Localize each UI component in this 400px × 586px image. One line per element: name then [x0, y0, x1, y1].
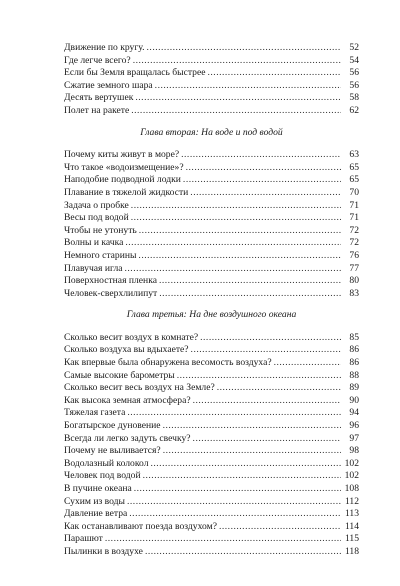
toc-entry[interactable] — [64, 433, 359, 446]
table-of-contents — [64, 42, 359, 559]
dot-leader — [131, 105, 341, 118]
toc-entry[interactable] — [64, 275, 359, 288]
dot-leader — [163, 420, 341, 433]
toc-entry-title: Наподобие подводной лодки — [64, 174, 181, 186]
toc-section-2 — [64, 149, 359, 300]
toc-entry-title: Движение по кругу. — [64, 42, 145, 53]
toc-entry-page: 58 — [349, 92, 359, 104]
toc-entry-page: 115 — [344, 533, 359, 545]
dot-leader — [219, 521, 341, 534]
dot-leader — [190, 187, 341, 200]
toc-entry-page: 88 — [349, 369, 359, 381]
toc-entry[interactable] — [64, 357, 359, 370]
toc-entry[interactable] — [64, 332, 359, 345]
toc-entry-page: 86 — [349, 357, 359, 369]
toc-entry-page: 113 — [344, 508, 359, 520]
dot-leader — [145, 546, 341, 559]
toc-entry-title: В пучине океана — [64, 483, 132, 494]
dot-leader — [135, 92, 341, 105]
toc-entry-page: 65 — [349, 161, 359, 173]
dot-leader — [217, 382, 341, 395]
toc-entry[interactable] — [64, 382, 359, 395]
toc-entry-page: 80 — [349, 275, 359, 287]
toc-entry-title: Сжатие земного шара — [64, 79, 153, 91]
toc-entry-page: 90 — [349, 394, 359, 406]
toc-entry-page: 56 — [349, 67, 359, 79]
dot-leader — [181, 149, 341, 162]
toc-entry[interactable] — [64, 55, 359, 68]
toc-entry-title: Богатырское дуновение — [64, 420, 161, 432]
toc-entry-title: Почему не выливается? — [64, 445, 161, 457]
toc-entry-title: Десять вертушек — [64, 92, 134, 104]
dot-leader — [131, 200, 341, 213]
toc-entry[interactable] — [64, 407, 359, 420]
toc-entry[interactable] — [64, 470, 359, 483]
toc-entry-page: 96 — [349, 420, 359, 432]
dot-leader — [131, 212, 341, 225]
toc-entry[interactable] — [64, 263, 359, 276]
toc-entry-title: Весы под водой — [64, 212, 129, 224]
toc-entry-page: 83 — [349, 287, 359, 299]
dot-leader — [163, 445, 341, 458]
toc-entry-page: 86 — [349, 344, 359, 356]
toc-entry-title: Парашют — [64, 533, 103, 545]
dot-leader — [139, 225, 341, 238]
dot-leader — [133, 55, 341, 68]
toc-entry-title: Пылинки в воздухе — [64, 545, 143, 557]
toc-entry-page: 102 — [344, 457, 359, 469]
toc-entry-title: Человек под водой — [64, 470, 141, 482]
toc-entry[interactable] — [64, 42, 359, 55]
toc-entry[interactable] — [64, 288, 359, 301]
toc-entry-title: Тяжелая газета — [64, 407, 126, 419]
dot-leader — [186, 162, 341, 175]
toc-entry-page: 112 — [344, 495, 359, 507]
toc-entry-page: 65 — [349, 174, 359, 186]
toc-entry[interactable] — [64, 483, 359, 496]
toc-entry-page: 52 — [349, 42, 359, 53]
toc-entry-title: Сухим из воды — [64, 495, 125, 507]
toc-entry-title: Что такое «водоизмещение»? — [64, 161, 184, 173]
dot-leader — [208, 67, 342, 80]
toc-entry[interactable] — [64, 237, 359, 250]
dot-leader — [138, 250, 341, 263]
dot-leader — [159, 275, 341, 288]
toc-entry-title: Поверхностная пленка — [64, 275, 157, 287]
toc-entry-page: 72 — [349, 224, 359, 236]
toc-entry[interactable] — [64, 187, 359, 200]
toc-entry-page: 97 — [349, 432, 359, 444]
toc-entry-title: Водолазный колокол — [64, 457, 149, 469]
toc-entry[interactable] — [64, 105, 359, 118]
toc-entry[interactable] — [64, 67, 359, 80]
dot-leader — [274, 357, 341, 370]
toc-entry[interactable] — [64, 212, 359, 225]
toc-entry-title: Человек-сверхлилипут — [64, 287, 158, 299]
toc-entry-title: Как высока земная атмосфера? — [64, 394, 191, 406]
dot-leader — [125, 263, 342, 276]
toc-entry[interactable] — [64, 521, 359, 534]
dot-leader — [147, 42, 341, 55]
toc-entry-page: 54 — [349, 54, 359, 66]
toc-entry-title: Всегда ли легко задуть свечку? — [64, 432, 191, 444]
dot-leader — [183, 174, 341, 187]
dot-leader — [155, 80, 341, 93]
toc-entry-page: 71 — [349, 212, 359, 224]
toc-entry-title: Немного старины — [64, 249, 137, 261]
toc-entry[interactable] — [64, 370, 359, 383]
toc-entry-page: 63 — [349, 149, 359, 161]
toc-section-1 — [64, 42, 359, 118]
toc-entry-page: 85 — [349, 331, 359, 343]
toc-entry-title: Как останавливают поезда воздухом? — [64, 520, 217, 532]
dot-leader — [177, 370, 341, 383]
toc-entry-page: 98 — [349, 445, 359, 457]
toc-entry[interactable] — [64, 496, 359, 509]
toc-entry-title: Сколько весит воздух в комнате? — [64, 331, 199, 343]
toc-entry-title: Чтобы не утонуть — [64, 224, 137, 236]
toc-entry-title: Полет на ракете — [64, 104, 130, 116]
toc-entry-page: 114 — [344, 520, 359, 532]
toc-entry[interactable] — [64, 508, 359, 521]
toc-entry[interactable] — [64, 445, 359, 458]
dot-leader — [105, 533, 341, 546]
toc-section-3 — [64, 332, 359, 559]
dot-leader — [191, 344, 341, 357]
toc-entry[interactable] — [64, 174, 359, 187]
dot-leader — [193, 395, 341, 408]
toc-entry-title: Как впервые была обнаружена весомость воздуха? — [64, 357, 272, 369]
dot-leader — [127, 407, 341, 420]
toc-entry[interactable] — [64, 533, 359, 546]
chapter-heading: Глава третья: На дне воздушного океана — [126, 309, 297, 321]
toc-entry-page: 108 — [344, 483, 359, 494]
toc-entry[interactable] — [64, 395, 359, 408]
toc-entry-title: Задача о пробке — [64, 199, 129, 211]
chapter-heading: Глава вторая: На воде и под водой — [140, 126, 283, 138]
toc-entry-page: 118 — [344, 545, 359, 557]
toc-entry[interactable] — [64, 458, 359, 471]
toc-entry-page: 56 — [349, 79, 359, 91]
toc-entry-page: 102 — [344, 470, 359, 482]
toc-entry[interactable] — [64, 200, 359, 213]
toc-entry-title: Сколько весит весь воздух на Земле? — [64, 382, 215, 394]
dot-leader — [193, 433, 341, 446]
toc-entry-page: 70 — [349, 186, 359, 198]
toc-entry[interactable] — [64, 149, 359, 162]
toc-entry-page: 89 — [349, 382, 359, 394]
toc-entry-page: 76 — [349, 249, 359, 261]
toc-entry-page: 72 — [349, 237, 359, 249]
toc-entry[interactable] — [64, 546, 359, 559]
toc-entry-title: Сколько воздуха вы вдыхаете? — [64, 344, 189, 356]
toc-entry-title: Давление ветра — [64, 508, 128, 520]
toc-entry-page: 77 — [349, 262, 359, 274]
dot-leader — [129, 508, 341, 521]
toc-entry[interactable] — [64, 92, 359, 105]
toc-entry-title: Почему киты живут в море? — [64, 149, 180, 161]
dot-leader — [127, 496, 341, 509]
toc-entry-title: Волны и качка — [64, 237, 124, 249]
toc-entry[interactable] — [64, 250, 359, 263]
toc-entry[interactable] — [64, 225, 359, 238]
toc-entry[interactable] — [64, 420, 359, 433]
toc-entry-page: 71 — [349, 199, 359, 211]
toc-entry-title: Самые высокие барометры — [64, 369, 175, 381]
toc-entry[interactable] — [64, 162, 359, 175]
toc-entry-title: Где легче всего? — [64, 54, 131, 66]
toc-entry[interactable] — [64, 80, 359, 93]
toc-entry-page: 62 — [349, 104, 359, 116]
dot-leader — [150, 458, 341, 471]
toc-entry-title: Плавание в тяжелой жидкости — [64, 186, 189, 198]
dot-leader — [200, 332, 341, 345]
dot-leader — [159, 288, 341, 301]
toc-entry-title: Если бы Земля вращалась быстрее — [64, 67, 206, 79]
toc-entry-title: Плавучая игла — [64, 262, 123, 274]
toc-entry[interactable] — [64, 344, 359, 357]
dot-leader — [125, 237, 341, 250]
toc-entry-page: 94 — [349, 407, 359, 419]
dot-leader — [134, 483, 341, 496]
dot-leader — [143, 470, 341, 483]
